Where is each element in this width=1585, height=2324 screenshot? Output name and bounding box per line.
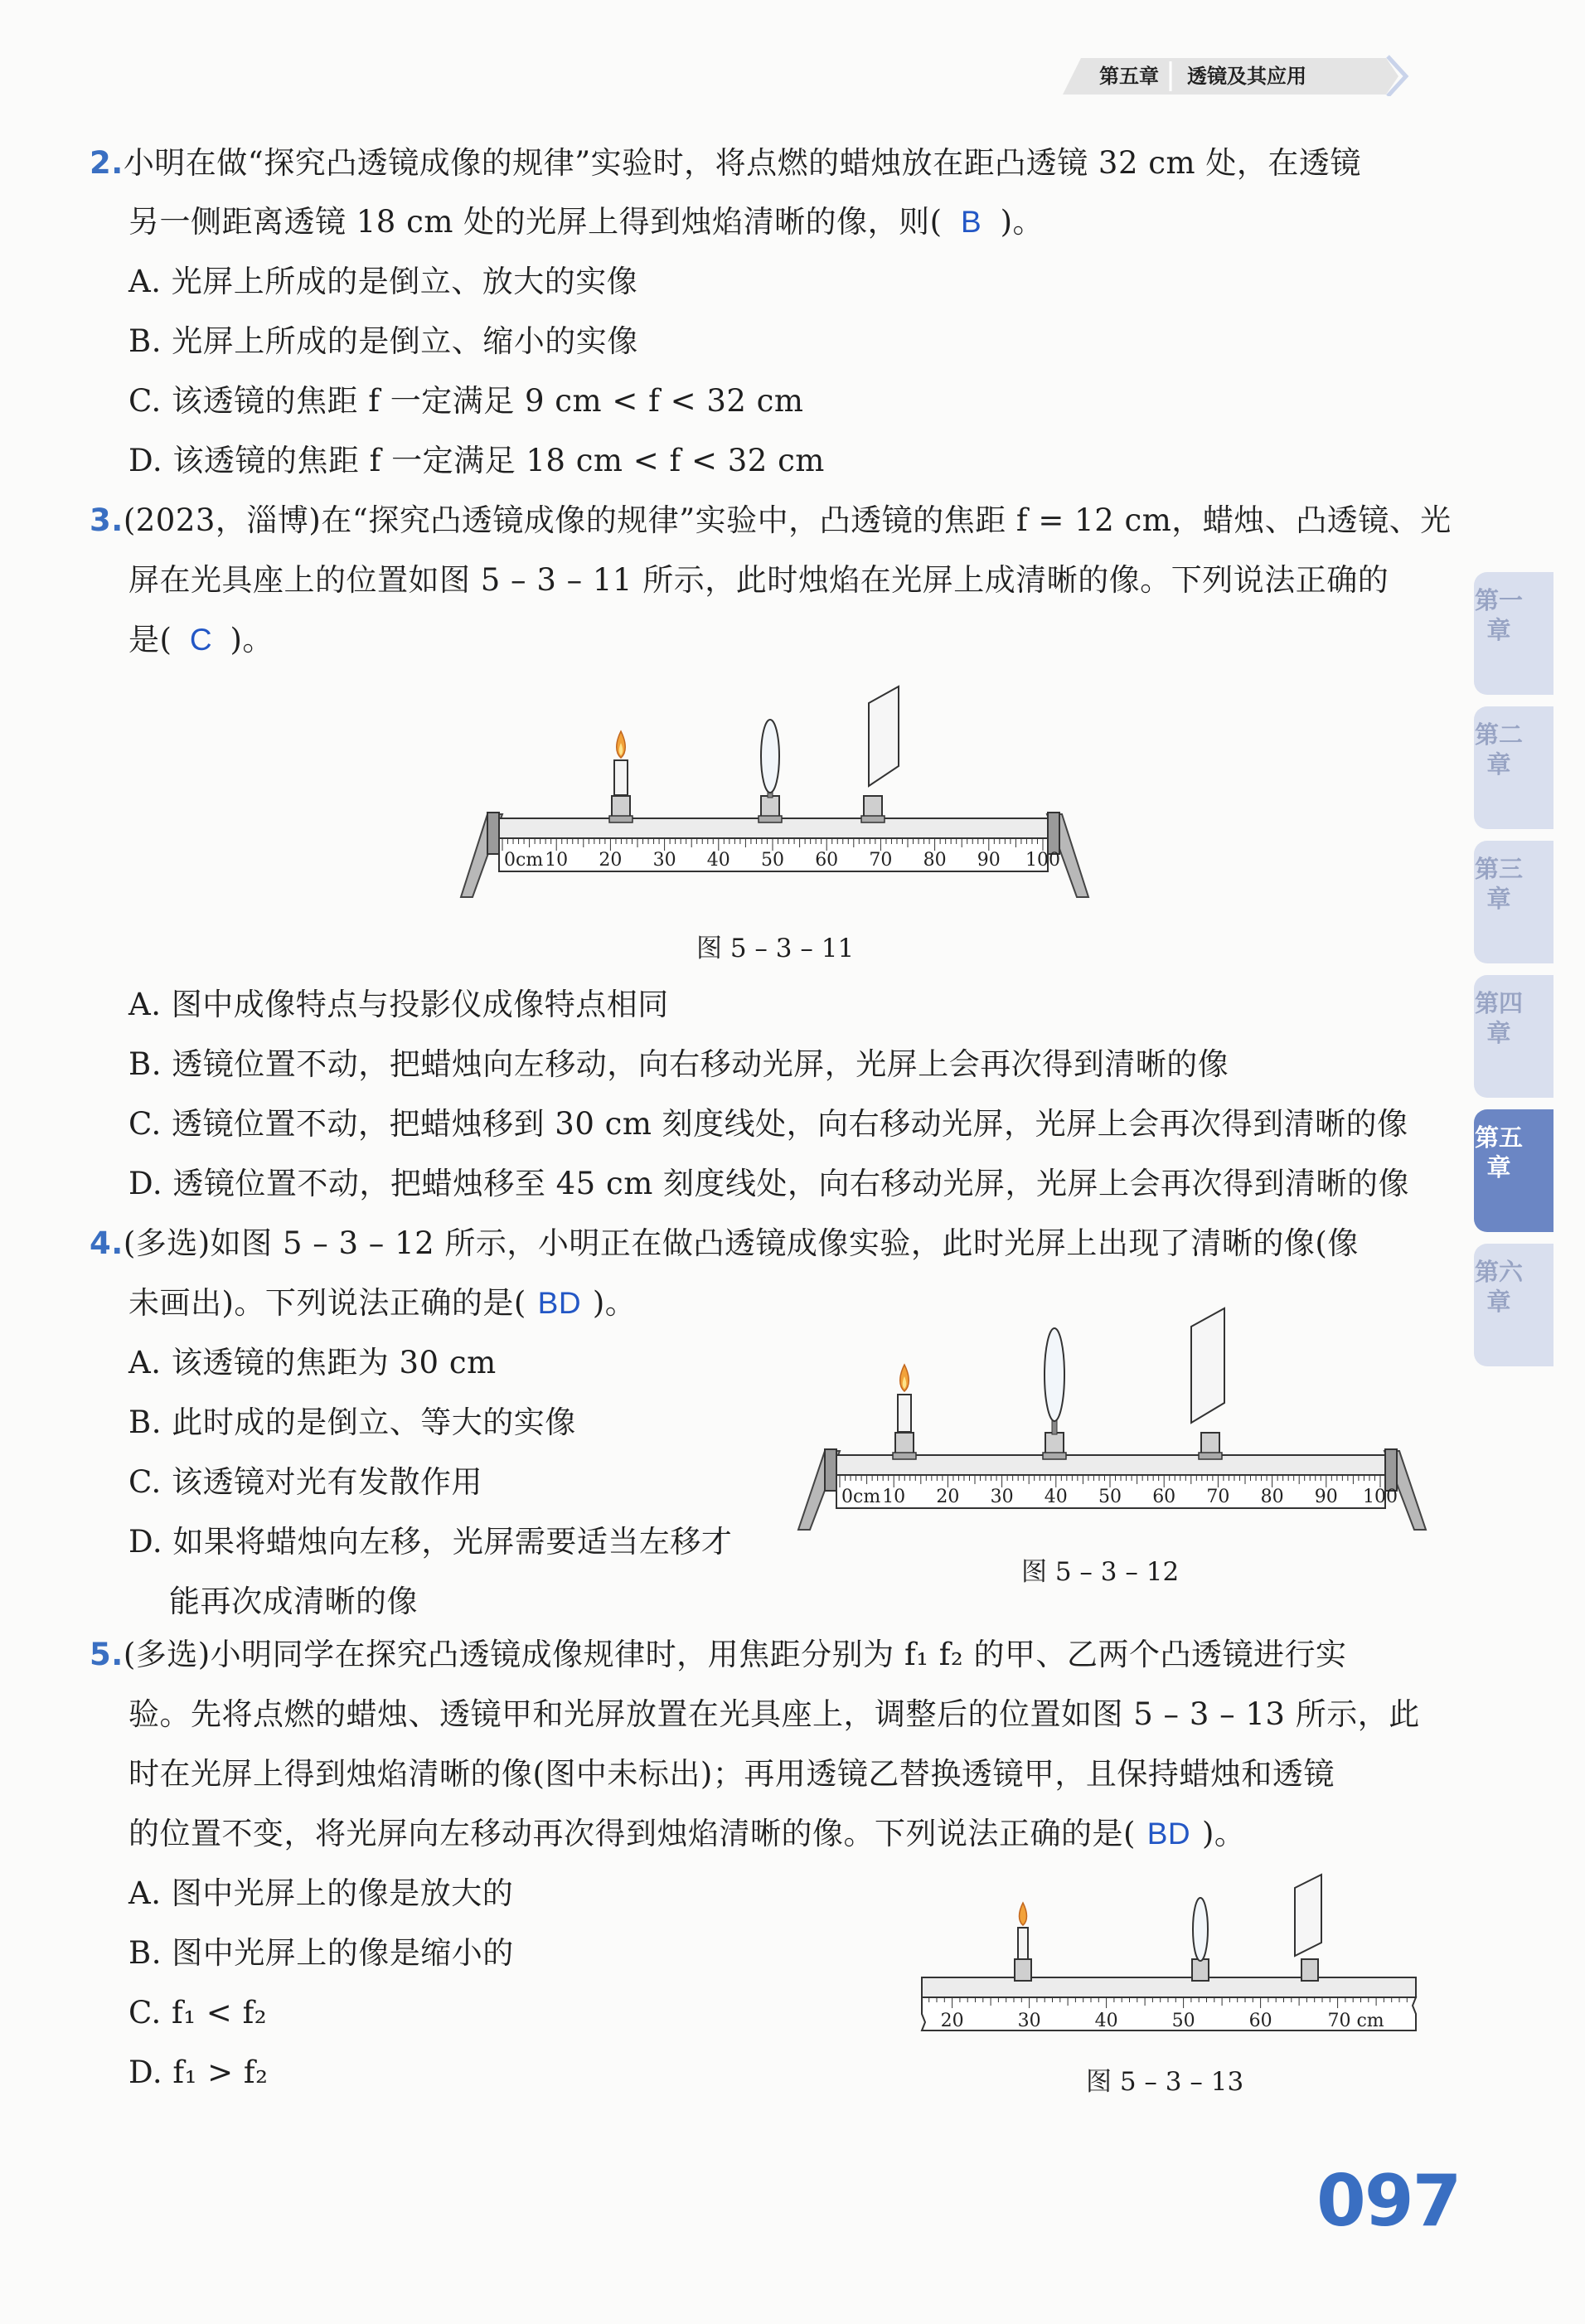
side-tab-label: 第二章 [1474,720,1523,779]
q5-stem-1: (多选)小明同学在探究凸透镜成像规律时，用焦距分别为 f₁ f₂ 的甲、乙两个凸透镜进行实 [123,1637,1347,1672]
q4-option-d: D. 如果将蜡烛向左移，光屏需要适当左移才 [128,1524,733,1560]
q3-line3 [128,620,274,660]
q5-line1 [90,1635,1347,1675]
side-tab-chapter-4[interactable] [1474,975,1553,1098]
q5-stem-4: 的位置不变，将光屏向左移动再次得到烛焰清晰的像。下列说法正确的是( [128,1816,1136,1851]
q3-number: 3. [90,502,124,538]
q3-answer: C [189,623,213,657]
figure-5-3-12 [792,1302,1438,1542]
side-tab-label: 第四章 [1474,989,1523,1047]
ruler-label: 20 [599,850,623,871]
side-tab-label: 第三章 [1474,855,1523,913]
q5-number: 5. [90,1637,124,1672]
ruler-label: 60 [815,850,839,871]
convex-lens [1192,1898,1209,1981]
q5-line2: 验。先将点燃的蜡烛、透镜甲和光屏放置在光具座上，调整后的位置如图 5 – 3 – 13 所示，此 [128,1696,1420,1732]
ruler-label: 60 [1248,2011,1272,2031]
q2-option-d: D. 该透镜的焦距 f 一定满足 18 cm < f < 32 cm [128,443,825,478]
ruler-label: 80 [923,850,947,871]
convex-lens [1043,1328,1066,1459]
header-section: 透镜及其应用 [1187,65,1306,88]
light-screen [1295,1875,1321,1981]
q4-stem-1: (多选)如图 5 – 3 – 12 所示，小明正在做凸透镜成像实验，此时光屏上出现了清晰的像(像 [123,1225,1359,1261]
q3-stem-3: 是( [128,622,172,657]
ruler-label: 40 [706,850,730,871]
ruler-label: 50 [761,850,784,871]
ruler-label: 30 [652,850,676,871]
ruler-label: 40 [1044,1487,1068,1507]
q5-option-a: A. 图中光屏上的像是放大的 [128,1875,514,1911]
ruler-label: 0cm [504,850,544,871]
side-tab-label: 第一章 [1474,586,1523,644]
page-number: 097 [1316,2160,1461,2243]
figure-5-3-11-caption: 图 5 – 3 – 11 [696,934,855,963]
q5-line3: 时在光屏上得到烛焰清晰的像(图中未标出)；再用透镜乙替换透镜甲，且保持蜡烛和透镜 [128,1756,1335,1792]
figure-5-3-11 [454,673,1101,914]
light-screen [861,687,899,822]
ruler-label: 100 [1363,1487,1398,1507]
side-tab-label: 第六章 [1474,1258,1523,1316]
side-tab-chapter-6[interactable] [1474,1244,1553,1366]
q3-option-a: A. 图中成像特点与投影仪成像特点相同 [128,987,669,1022]
q2-stem-2: 另一侧距离透镜 18 cm 处的光屏上得到烛焰清晰的像，则( [128,204,943,240]
q4-line1 [90,1224,1359,1264]
q3-stem-3-end: )。 [230,622,274,657]
ruler-label: 40 [1094,2011,1118,2031]
side-tab-chapter-3[interactable] [1474,841,1553,963]
q5-stem-4-end: )。 [1201,1816,1246,1851]
q5-option-c: C. f₁ < f₂ [128,1995,268,2030]
side-tab-label: 第五章 [1474,1123,1523,1181]
q3-stem-1: (2023，淄博)在“探究凸透镜成像的规律”实验中，凸透镜的焦距 f = 12 cm，蜡烛、凸透镜、光 [123,502,1452,538]
ruler-label: 30 [990,1487,1014,1507]
ruler-label: 20 [940,2011,964,2031]
side-tab-chapter-1[interactable] [1474,572,1553,695]
ruler-label: 70 [1206,1487,1230,1507]
ruler-label: 20 [936,1487,960,1507]
ruler-label: 50 [1098,1487,1122,1507]
candle [609,731,633,822]
side-tab-chapter-2[interactable] [1474,706,1553,829]
q2-answer: B [961,205,982,239]
convex-lens [759,720,782,822]
q3-line2: 屏在光具座上的位置如图 5 – 3 – 11 所示，此时烛焰在光屏上成清晰的像。下列说法正确的 [128,562,1389,598]
q5-option-b: B. 图中光屏上的像是缩小的 [128,1935,514,1971]
q2-option-b: B. 光屏上所成的是倒立、缩小的实像 [128,323,638,359]
ruler-label: 80 [1260,1487,1284,1507]
chapter-header [1063,51,1411,96]
q3-line1 [90,501,1452,541]
q3-option-c: C. 透镜位置不动，把蜡烛移到 30 cm 刻度线处，向右移动光屏，光屏上会再次得到清晰的像 [128,1106,1408,1142]
candle [1015,1903,1031,1981]
q4-answer: BD [537,1286,582,1320]
q5-line4 [128,1814,1245,1854]
q2-stem-2-end: )。 [1000,204,1045,240]
ruler-label: 30 [1017,2011,1041,2031]
q2-number: 2. [90,145,124,181]
q4-option-c: C. 该透镜对光有发散作用 [128,1464,483,1500]
candle [893,1365,916,1459]
q5-answer: BD [1146,1817,1191,1851]
q4-stem-2-end: )。 [592,1285,637,1321]
ruler-label: 90 [1314,1487,1338,1507]
q4-stem-2: 未画出)。下列说法正确的是( [128,1285,526,1321]
ruler-label: 10 [545,850,569,871]
q3-option-b: B. 透镜位置不动，把蜡烛向左移动，向右移动光屏，光屏上会再次得到清晰的像 [128,1046,1229,1082]
light-screen [1191,1308,1224,1459]
ruler-label: 90 [977,850,1001,871]
header-chapter: 第五章 [1099,65,1159,88]
ruler-label: 60 [1152,1487,1176,1507]
q2-line1 [90,143,1361,183]
q4-option-a: A. 该透镜的焦距为 30 cm [128,1345,497,1380]
ruler-label: 100 [1025,850,1060,871]
q4-option-b: B. 此时成的是倒立、等大的实像 [128,1405,576,1440]
side-tab-chapter-5[interactable] [1474,1109,1553,1232]
q2-line2 [128,202,1044,242]
figure-5-3-13-caption: 图 5 – 3 – 13 [1086,2067,1244,2097]
ruler-label: 10 [882,1487,906,1507]
ruler-label: 70 [869,850,893,871]
figure-5-3-13 [912,1870,1426,2035]
q5-option-d: D. f₁ > f₂ [128,2055,269,2090]
q4-line2 [128,1283,636,1323]
figure-5-3-12-caption: 图 5 – 3 – 12 [1021,1557,1180,1587]
q4-option-d-cont: 能再次成清晰的像 [169,1584,418,1619]
ruler-label: 0cm [841,1487,881,1507]
q4-number: 4. [90,1225,124,1261]
q2-option-c: C. 该透镜的焦距 f 一定满足 9 cm < f < 32 cm [128,383,804,419]
ruler-label: 50 [1171,2011,1195,2031]
ruler-label: 70 cm [1327,2011,1384,2031]
q2-option-a: A. 光屏上所成的是倒立、放大的实像 [128,264,638,299]
q3-option-d: D. 透镜位置不动，把蜡烛移至 45 cm 刻度线处，向右移动光屏，光屏上会再次得到清晰的像 [128,1166,1410,1201]
q2-stem-1: 小明在做“探究凸透镜成像的规律”实验时，将点燃的蜡烛放在距凸透镜 32 cm 处，在透镜 [123,145,1361,181]
